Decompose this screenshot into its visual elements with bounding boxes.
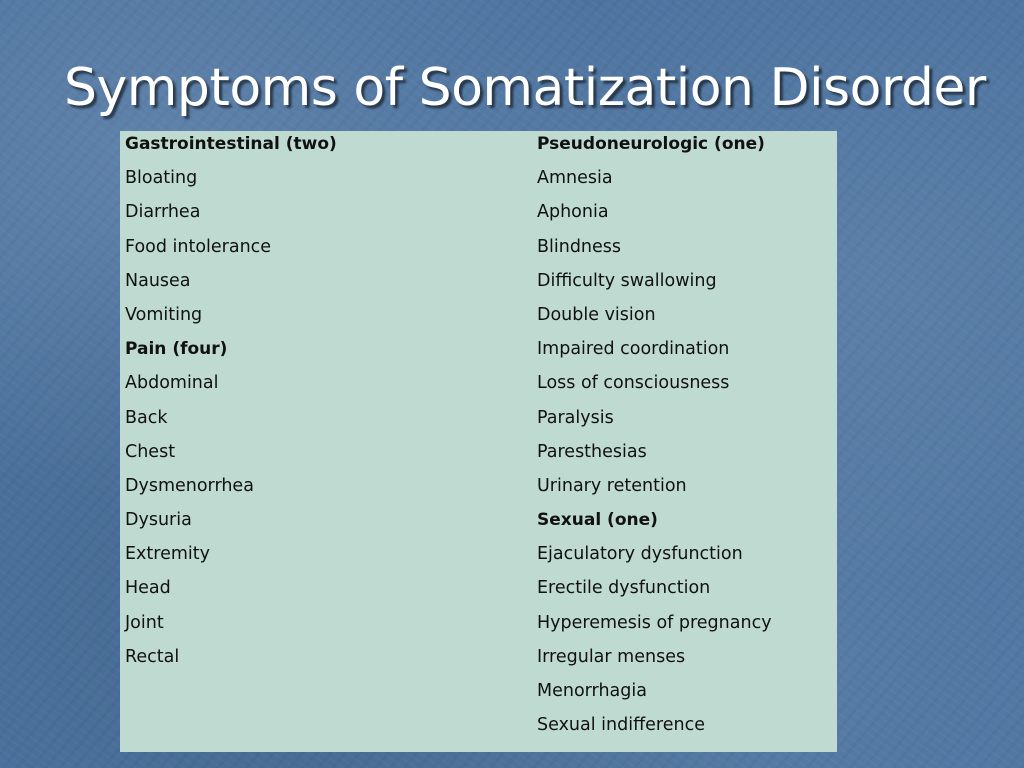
symptom-item: Difficulty swallowing	[537, 270, 717, 291]
symptom-item: Erectile dysfunction	[537, 578, 711, 599]
category-header: Sexual (one)	[537, 510, 658, 531]
symptom-item: Aphonia	[537, 202, 609, 223]
symptom-item: Back	[125, 407, 168, 428]
symptom-item: Impaired coordination	[537, 339, 730, 360]
symptom-item: Food intolerance	[125, 236, 272, 257]
symptom-item: Irregular menses	[537, 646, 686, 667]
symptom-item: Diarrhea	[125, 202, 201, 223]
symptom-item: Abdominal	[125, 373, 219, 394]
symptom-item: Head	[125, 578, 171, 599]
category-header: Pseudoneurologic (one)	[537, 134, 765, 154]
symptoms-table	[120, 131, 837, 752]
symptom-item: Dysmenorrhea	[125, 475, 254, 496]
symptom-item: Menorrhagia	[537, 681, 647, 701]
symptom-item: Sexual indifference	[537, 715, 705, 736]
symptom-item: Loss of consciousness	[537, 373, 730, 394]
symptom-item: Amnesia	[537, 168, 613, 189]
symptom-item: Paresthesias	[537, 441, 647, 462]
symptom-item: Bloating	[125, 168, 198, 189]
symptom-item: Nausea	[125, 270, 191, 291]
symptom-item: Double vision	[537, 304, 656, 325]
symptom-item: Dysuria	[125, 510, 192, 531]
symptom-item: Chest	[125, 441, 176, 462]
symptom-item: Blindness	[537, 236, 622, 257]
right-column	[537, 131, 772, 746]
symptom-item: Vomiting	[125, 304, 203, 325]
symptom-item: Paralysis	[537, 407, 614, 428]
symptom-item: Extremity	[125, 544, 210, 565]
symptom-item: Urinary retention	[537, 475, 687, 496]
left-column	[125, 131, 337, 678]
symptom-item: Joint	[125, 612, 164, 633]
slide-title: Symptoms of Somatization Disorder	[64, 58, 986, 118]
category-header: Gastrointestinal (two)	[125, 134, 337, 154]
symptom-item: Ejaculatory dysfunction	[537, 544, 743, 565]
category-header: Pain (four)	[125, 339, 228, 360]
symptom-item: Rectal	[125, 646, 180, 667]
symptom-item: Hyperemesis of pregnancy	[537, 612, 772, 633]
